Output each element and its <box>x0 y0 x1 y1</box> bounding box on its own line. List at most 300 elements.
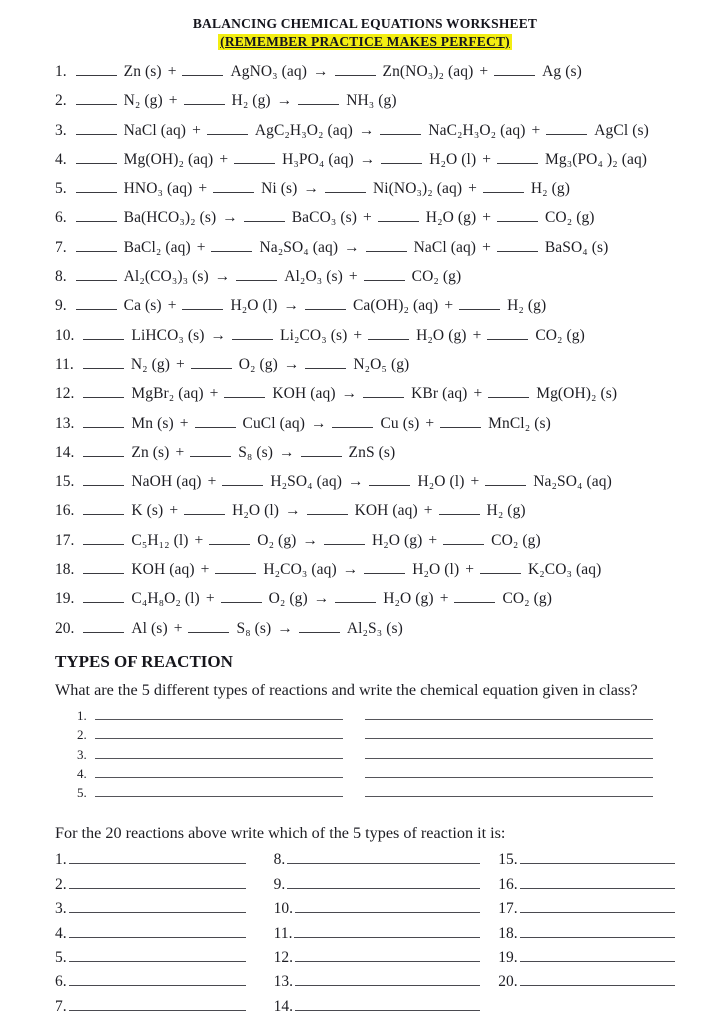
type-equation-blank <box>365 745 653 759</box>
classification-blank <box>295 946 480 962</box>
arrow-operator: → <box>303 180 319 198</box>
chemical-formula: Cu (s) <box>380 414 420 432</box>
chemical-formula: S₈ (s) <box>238 443 274 461</box>
equation-row <box>55 467 675 496</box>
chemical-formula: ZnS (s) <box>348 443 396 461</box>
plus-operator: + <box>207 473 217 491</box>
coefficient-blank <box>83 485 124 486</box>
equation-row <box>55 262 675 291</box>
chemical-formula: Zn (s) <box>123 63 162 80</box>
type-answer-row <box>77 745 675 764</box>
classification-blank <box>520 848 675 864</box>
coefficient-blank <box>224 397 265 398</box>
coefficient-blank <box>380 134 421 135</box>
chemical-formula: H₂O (g) <box>371 531 423 549</box>
classification-row <box>498 922 675 946</box>
classification-number: 2. <box>55 875 67 893</box>
plus-operator: + <box>428 531 438 549</box>
equation-row <box>55 496 675 525</box>
classification-blank <box>520 897 675 913</box>
classification-column <box>55 848 246 1019</box>
plus-operator: + <box>473 385 483 403</box>
classification-row <box>498 946 675 970</box>
chemical-formula: NaOH (aq) <box>131 473 202 491</box>
equation-number: 1. <box>55 63 67 80</box>
coefficient-blank <box>487 339 528 340</box>
classification-row <box>55 848 246 872</box>
equation-row <box>55 174 675 203</box>
plus-operator: + <box>209 385 219 403</box>
chemical-formula: Na₂SO₄ (aq) <box>259 238 339 256</box>
classification-row <box>55 970 246 994</box>
classification-number: 3. <box>55 900 67 918</box>
classification-blank <box>520 970 675 986</box>
chemical-formula: Zn (s) <box>131 443 170 461</box>
chemical-formula: K (s) <box>131 502 164 520</box>
classification-blank <box>69 995 246 1011</box>
coefficient-blank <box>195 427 236 428</box>
classification-blank <box>295 970 480 986</box>
classification-blank <box>69 897 246 913</box>
equation-number: 10. <box>55 326 75 344</box>
chemical-formula: O₂ (g) <box>238 355 278 373</box>
chemical-formula: MgBr₂ (aq) <box>131 385 204 403</box>
chemical-formula: Na₂SO₄ (aq) <box>533 473 612 491</box>
plus-operator: + <box>472 326 482 344</box>
equation-row <box>55 321 675 350</box>
classification-blank <box>287 848 480 864</box>
coefficient-blank <box>213 192 254 193</box>
chemical-formula: CO₂ (g) <box>491 531 541 549</box>
plus-operator: + <box>348 268 358 286</box>
classification-row <box>55 897 246 921</box>
classification-columns <box>55 848 675 1019</box>
chemical-formula: KOH (aq) <box>131 561 195 579</box>
plus-operator: + <box>468 180 477 198</box>
chemical-formula: Ca (s) <box>123 297 162 315</box>
type-answer-row <box>77 725 675 744</box>
coefficient-blank <box>335 602 376 603</box>
classification-blank <box>69 922 246 938</box>
classification-row <box>55 946 246 970</box>
chemical-formula: Al₂O₃ (s) <box>284 268 343 286</box>
chemical-formula: H₂O (l) <box>429 150 477 168</box>
classification-row <box>274 970 481 994</box>
coefficient-blank <box>298 104 339 105</box>
coefficient-blank <box>363 397 404 398</box>
classification-blank <box>295 995 480 1011</box>
equation-row <box>55 291 675 320</box>
coefficient-blank <box>184 514 225 515</box>
arrow-operator: → <box>285 502 301 520</box>
coefficient-blank <box>366 251 407 252</box>
type-answer-row <box>77 764 675 783</box>
chemical-formula: Ca(OH)₂ (aq) <box>352 297 439 315</box>
coefficient-blank <box>76 134 117 135</box>
coefficient-blank <box>215 573 256 574</box>
types-of-reaction-question: What are the 5 different types of reactions and write the chemical equation given in class? <box>55 680 638 699</box>
chemical-formula: O₂ (g) <box>257 531 297 549</box>
type-row-number: 1. <box>77 707 87 723</box>
coefficient-blank <box>83 602 124 603</box>
coefficient-blank <box>305 368 346 369</box>
type-name-blank <box>95 706 343 720</box>
equation-row <box>55 555 675 584</box>
plus-operator: + <box>205 590 215 608</box>
classification-number: 4. <box>55 924 67 942</box>
chemical-formula: Zn(NO₃)₂ (aq) <box>382 63 474 80</box>
worksheet-subtitle-highlighted: (REMEMBER PRACTICE MAKES PERFECT) <box>220 34 510 49</box>
plus-operator: + <box>196 238 206 256</box>
equation-number: 6. <box>55 209 67 227</box>
type-equation-blank <box>365 706 653 720</box>
chemical-formula: N₂O₅ (g) <box>353 355 410 373</box>
chemical-formula: CO₂ (g) <box>535 326 585 344</box>
classification-row <box>55 873 246 897</box>
chemical-formula: H₂O (l) <box>417 473 465 491</box>
chemical-formula: NaCl (aq) <box>413 238 477 256</box>
equation-number: 11. <box>55 355 74 373</box>
chemical-formula: S₈ (s) <box>236 619 272 637</box>
plus-operator: + <box>482 238 491 256</box>
coefficient-blank <box>76 75 117 76</box>
coefficient-blank <box>439 514 480 515</box>
plus-operator: + <box>423 502 433 520</box>
coefficient-blank <box>76 280 117 281</box>
coefficient-blank <box>483 192 524 193</box>
chemical-formula: BaCO₃ (s) <box>291 209 358 227</box>
chemical-formula: NaC₂H₃O₂ (aq) <box>428 121 526 139</box>
equation-row <box>55 86 675 115</box>
chemical-formula: Ni (s) <box>261 180 298 198</box>
coefficient-blank <box>76 221 117 222</box>
coefficient-blank <box>459 309 500 310</box>
coefficient-blank <box>222 485 263 486</box>
chemical-formula: Mg(OH)₂ (aq) <box>123 150 214 168</box>
type-row-number: 4. <box>77 765 87 781</box>
classification-row <box>55 922 246 946</box>
coefficient-blank <box>299 632 340 633</box>
types-of-reaction-heading: TYPES OF REACTION <box>55 651 233 671</box>
coefficient-blank <box>325 192 366 193</box>
equation-number: 5. <box>55 180 67 198</box>
type-equation-blank <box>365 764 653 778</box>
equations-list <box>55 57 675 643</box>
classification-number: 13. <box>273 973 294 991</box>
coefficient-blank <box>188 632 229 633</box>
types-answer-rows <box>77 706 675 802</box>
coefficient-blank <box>209 544 250 545</box>
coefficient-blank <box>182 309 223 310</box>
type-name-blank <box>95 725 343 739</box>
equation-row <box>55 379 675 408</box>
chemical-formula: AgC₂H₃O₂ (aq) <box>254 121 353 139</box>
chemical-formula: H₂O (l) <box>412 561 460 579</box>
arrow-operator: → <box>279 443 295 461</box>
classification-row <box>274 922 481 946</box>
classification-number: 5. <box>55 948 67 966</box>
chemical-formula: CO₂ (g) <box>502 590 553 608</box>
classification-blank <box>69 873 246 889</box>
arrow-operator: → <box>313 63 329 80</box>
plus-operator: + <box>198 180 208 198</box>
coefficient-blank <box>76 309 117 310</box>
plus-operator: + <box>482 150 491 168</box>
coefficient-blank <box>494 75 535 76</box>
equation-row <box>55 614 675 643</box>
plus-operator: + <box>169 502 179 520</box>
equation-number: 4. <box>55 150 67 168</box>
classification-number: 8. <box>273 851 286 869</box>
coefficient-blank <box>83 397 124 398</box>
plus-operator: + <box>168 92 178 110</box>
classification-number: 18. <box>498 924 518 942</box>
type-answer-row <box>77 706 675 725</box>
equation-number: 18. <box>55 561 75 579</box>
plus-operator: + <box>219 150 229 168</box>
chemical-formula: Mg(OH)₂ (s) <box>536 385 618 403</box>
chemical-formula: Al (s) <box>131 619 168 637</box>
plus-operator: + <box>470 473 480 491</box>
coefficient-blank <box>443 544 484 545</box>
coefficient-blank <box>83 456 124 457</box>
worksheet-title: BALANCING CHEMICAL EQUATIONS WORKSHEET <box>192 16 538 31</box>
chemical-formula: Ni(NO₃)₂ (aq) <box>372 180 463 198</box>
chemical-formula: KBr (aq) <box>411 385 468 403</box>
coefficient-blank <box>480 573 521 574</box>
type-equation-blank <box>365 783 653 797</box>
chemical-formula: H₂O (g) <box>383 590 434 608</box>
classification-blank <box>520 922 675 938</box>
classification-number: 10. <box>273 900 294 918</box>
equation-number: 19. <box>55 590 75 608</box>
chemical-formula: N₂ (g) <box>130 355 170 373</box>
coefficient-blank <box>497 163 538 164</box>
classification-row <box>55 995 246 1019</box>
coefficient-blank <box>368 339 409 340</box>
plus-operator: + <box>192 121 201 139</box>
chemical-formula: H₂CO₃ (aq) <box>263 561 337 579</box>
equation-number: 17. <box>55 531 75 549</box>
classification-number: 12. <box>273 948 294 966</box>
classification-blank <box>287 873 480 889</box>
classification-number: 14. <box>273 997 294 1015</box>
coefficient-blank <box>232 339 273 340</box>
chemical-formula: H₂ (g) <box>507 297 547 315</box>
plus-operator: + <box>167 297 177 315</box>
worksheet-header <box>55 16 675 51</box>
chemical-formula: O₂ (g) <box>268 590 308 608</box>
coefficient-blank <box>76 251 117 252</box>
coefficient-blank <box>332 427 373 428</box>
chemical-formula: C₅H₁₂ (l) <box>131 531 189 549</box>
equation-row <box>55 203 675 232</box>
coefficient-blank <box>83 427 124 428</box>
chemical-formula: Ag (s) <box>542 63 582 80</box>
classification-column <box>498 848 675 1019</box>
equation-row <box>55 57 675 86</box>
coefficient-blank <box>378 221 419 222</box>
equation-number: 2. <box>55 92 67 110</box>
chemical-formula: H₂O (l) <box>230 297 278 315</box>
arrow-operator: → <box>222 209 238 227</box>
plus-operator: + <box>425 414 435 432</box>
classification-row <box>498 897 675 921</box>
equation-row <box>55 116 675 145</box>
coefficient-blank <box>83 514 124 515</box>
coefficient-blank <box>221 602 262 603</box>
chemical-formula: H₂O (g) <box>416 326 467 344</box>
coefficient-blank <box>207 134 248 135</box>
arrow-operator: → <box>344 238 360 256</box>
chemical-formula: Mn (s) <box>131 414 174 432</box>
arrow-operator: → <box>342 561 359 579</box>
classification-row <box>274 848 481 872</box>
equation-row <box>55 526 675 555</box>
type-answer-row <box>77 783 675 802</box>
classification-blank <box>69 946 246 962</box>
coefficient-blank <box>364 280 405 281</box>
equation-row <box>55 233 675 262</box>
chemical-formula: KOH (aq) <box>272 385 336 403</box>
coefficient-blank <box>324 544 365 545</box>
chemical-formula: Al₂S₃ (s) <box>346 619 403 637</box>
chemical-formula: H₂O (l) <box>232 502 280 520</box>
chemical-formula: AgNO₃ (aq) <box>230 63 307 80</box>
arrow-operator: → <box>276 92 293 110</box>
coefficient-blank <box>546 134 587 135</box>
classification-blank <box>520 873 675 889</box>
classification-number: 17. <box>498 900 518 918</box>
plus-operator: + <box>479 63 489 80</box>
plus-operator: + <box>173 619 183 637</box>
coefficient-blank <box>83 368 124 369</box>
equation-row <box>55 438 675 467</box>
coefficient-blank <box>182 75 223 76</box>
chemical-formula: H₂ (g) <box>530 180 570 198</box>
plus-operator: + <box>167 63 177 80</box>
arrow-operator: → <box>302 531 318 549</box>
coefficient-blank <box>191 368 232 369</box>
equation-number: 9. <box>55 297 67 315</box>
coefficient-blank <box>488 397 529 398</box>
chemical-formula: Mg₃(PO₄ )₂ (aq) <box>544 150 648 168</box>
classification-row <box>274 873 481 897</box>
equation-number: 16. <box>55 502 75 520</box>
classification-blank <box>69 848 246 864</box>
arrow-operator: → <box>210 326 227 344</box>
arrow-operator: → <box>310 414 327 432</box>
chemical-formula: AgCl (s) <box>594 121 649 139</box>
classification-blank <box>69 970 246 986</box>
coefficient-blank <box>211 251 252 252</box>
classification-intro: For the 20 reactions above write which of the 5 types of reaction it is: <box>55 824 506 843</box>
classification-number: 15. <box>498 851 518 869</box>
plus-operator: + <box>363 209 372 227</box>
equation-number: 20. <box>55 619 75 637</box>
equation-row <box>55 145 675 174</box>
coefficient-blank <box>485 485 526 486</box>
equation-number: 13. <box>55 414 75 432</box>
coefficient-blank <box>83 339 124 340</box>
arrow-operator: → <box>358 121 375 139</box>
chemical-formula: MnCl₂ (s) <box>488 414 551 432</box>
type-equation-blank <box>365 725 653 739</box>
chemical-formula: Ba(HCO₃)₂ (s) <box>123 209 217 227</box>
coefficient-blank <box>76 104 117 105</box>
coefficient-blank <box>497 221 538 222</box>
classification-number: 16. <box>498 875 518 893</box>
chemical-formula: H₂O (g) <box>425 209 477 227</box>
coefficient-blank <box>369 485 410 486</box>
classification-number: 7. <box>55 997 67 1015</box>
coefficient-blank <box>76 163 117 164</box>
coefficient-blank <box>335 75 376 76</box>
coefficient-blank <box>83 632 124 633</box>
coefficient-blank <box>244 221 285 222</box>
chemical-formula: HNO₃ (aq) <box>123 180 193 198</box>
plus-operator: + <box>531 121 541 139</box>
arrow-operator: → <box>283 297 299 315</box>
plus-operator: + <box>444 297 454 315</box>
classification-row <box>274 897 481 921</box>
coefficient-blank <box>364 573 405 574</box>
classification-blank <box>294 922 480 938</box>
equation-number: 7. <box>55 238 67 256</box>
chemical-formula: C₄H₈O₂ (l) <box>131 590 200 608</box>
classification-column <box>274 848 481 1019</box>
coefficient-blank <box>454 602 495 603</box>
chemical-formula: NH₃ (g) <box>346 92 397 110</box>
coefficient-blank <box>381 163 422 164</box>
classification-number: 6. <box>55 973 67 991</box>
equation-number: 3. <box>55 121 67 139</box>
chemical-formula: H₂SO₄ (aq) <box>270 473 342 491</box>
coefficient-blank <box>236 280 277 281</box>
arrow-operator: → <box>313 590 330 608</box>
coefficient-blank <box>305 309 346 310</box>
chemical-formula: H₂ (g) <box>486 502 526 520</box>
equation-number: 14. <box>55 443 75 461</box>
classification-number: 1. <box>55 851 67 869</box>
type-name-blank <box>95 783 343 797</box>
worksheet-subtitle-row <box>55 33 675 51</box>
coefficient-blank <box>307 514 348 515</box>
plus-operator: + <box>194 531 204 549</box>
arrow-operator: → <box>347 473 364 491</box>
plus-operator: + <box>482 209 491 227</box>
plus-operator: + <box>179 414 189 432</box>
chemical-formula: CuCl (aq) <box>242 414 305 432</box>
chemical-formula: N₂ (g) <box>123 92 163 110</box>
classification-row <box>498 970 675 994</box>
arrow-operator: → <box>214 268 231 286</box>
chemical-formula: BaSO₄ (s) <box>544 238 609 256</box>
chemical-formula: NaCl (aq) <box>123 121 187 139</box>
classification-row <box>498 873 675 897</box>
chemical-formula: LiHCO₃ (s) <box>131 326 205 344</box>
arrow-operator: → <box>277 619 293 637</box>
classification-number: 20. <box>498 973 518 991</box>
chemical-formula: Al₂(CO₃)₃ (s) <box>123 268 209 286</box>
coefficient-blank <box>301 456 342 457</box>
type-row-number: 2. <box>77 727 87 743</box>
coefficient-blank <box>234 163 275 164</box>
arrow-operator: → <box>341 385 358 403</box>
arrow-operator: → <box>359 150 376 168</box>
coefficient-blank <box>497 251 538 252</box>
chemical-formula: H₂ (g) <box>231 92 271 110</box>
